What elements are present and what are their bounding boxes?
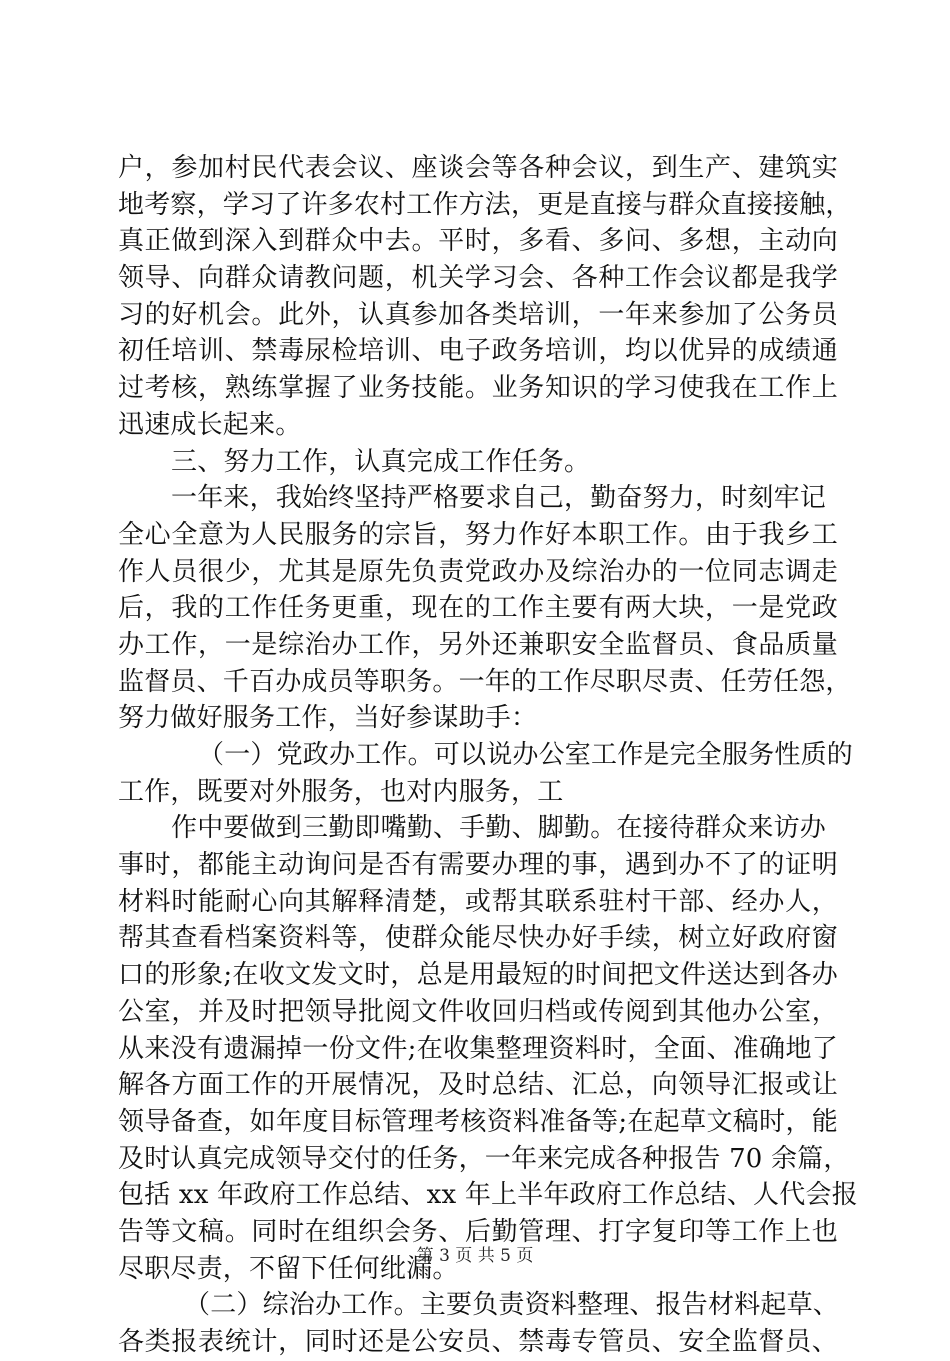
text-line: 监督员、千百办成员等职务。一年的工作尽职尽责、任劳任怨，: [118, 666, 852, 697]
text-line: 地考察，学习了许多农村工作方法，更是直接与群众直接接触，: [118, 189, 852, 220]
text-line: 迅速成长起来。: [118, 409, 302, 440]
text-line: 一年来，我始终坚持严格要求自己，勤奋努力，时刻牢记: [171, 483, 827, 514]
text-line: （一）党政办工作。可以说办公室工作是完全服务性质的: [198, 740, 854, 770]
text-line: 工作，既要对外服务，也对内服务，工: [118, 776, 564, 807]
text-line: 全心全意为人民服务的宗旨，努力作好本职工作。由于我乡工: [118, 519, 838, 550]
text-line: 事时，都能主动询问是否有需要办理的事，遇到办不了的证明: [118, 850, 838, 881]
body-text: [118, 150, 858, 1361]
text-line: 作人员很少，尤其是原先负责党政办及综治办的一位同志调走: [118, 556, 838, 587]
text-line: 公室，并及时把领导批阅文件收回归档或传阅到其他办公室，: [118, 996, 838, 1027]
text-line: 包括 xx 年政府工作总结、xx 年上半年政府工作总结、人代会报: [118, 1180, 858, 1211]
text-line: 办工作，一是综治办工作，另外还兼职安全监督员、食品质量: [118, 629, 838, 660]
text-line: 从来没有遗漏掉一份文件;在收集整理资料时，全面、准确地了: [118, 1033, 838, 1064]
text-line: 后，我的工作任务更重，现在的工作主要有两大块，一是党政: [118, 593, 838, 624]
text-line: （二）综治办工作。主要负责资料整理、报告材料起草、: [184, 1290, 840, 1321]
text-line: 真正做到深入到群众中去。平时，多看、多问、多想，主动向: [118, 226, 838, 257]
text-line: 作中要做到三勤即嘴勤、手勤、脚勤。在接待群众来访办: [171, 813, 827, 844]
text-line: 及时认真完成领导交付的任务，一年来完成各种报告 70 余篇，: [118, 1143, 850, 1174]
text-line: 过考核，熟练掌握了业务技能。业务知识的学习使我在工作上: [118, 373, 838, 404]
text-line: 各类报表统计，同时还是公安员、禁毒专管员、安全监督员、: [118, 1327, 838, 1357]
text-line: 初任培训、禁毒尿检培训、电子政务培训，均以优异的成绩通: [118, 336, 838, 367]
text-line: 户，参加村民代表会议、座谈会等各种会议，到生产、建筑实: [118, 153, 838, 183]
text-line: 三、努力工作，认真完成工作任务。: [171, 446, 591, 477]
text-line: 口的形象;在收文发文时，总是用最短的时间把文件送达到各办: [118, 960, 838, 991]
text-line: 告等文稿。同时在组织会务、后勤管理、打字复印等工作上也: [118, 1216, 838, 1247]
text-line: 领导备查，如年度目标管理考核资料准备等;在起草文稿时，能: [118, 1106, 838, 1137]
text-line: 习的好机会。此外，认真参加各类培训，一年来参加了公务员: [118, 299, 838, 330]
text-line: 材料时能耐心向其解释清楚，或帮其联系驻村干部、经办人，: [118, 886, 838, 917]
page-footer: 第 3 页 共 5 页: [416, 1246, 534, 1266]
text-line: 领导、向群众请教问题，机关学习会、各种工作会议都是我学: [118, 263, 838, 294]
text-line: 帮其查看档案资料等，使群众能尽快办好手续，树立好政府窗: [118, 923, 838, 954]
text-line: 努力做好服务工作，当好参谋助手：: [118, 703, 538, 734]
text-line: 尽职尽责，不留下任何纰漏。: [118, 1253, 459, 1284]
text-line: 解各方面工作的开展情况，及时总结、汇总，向领导汇报或让: [118, 1070, 838, 1101]
